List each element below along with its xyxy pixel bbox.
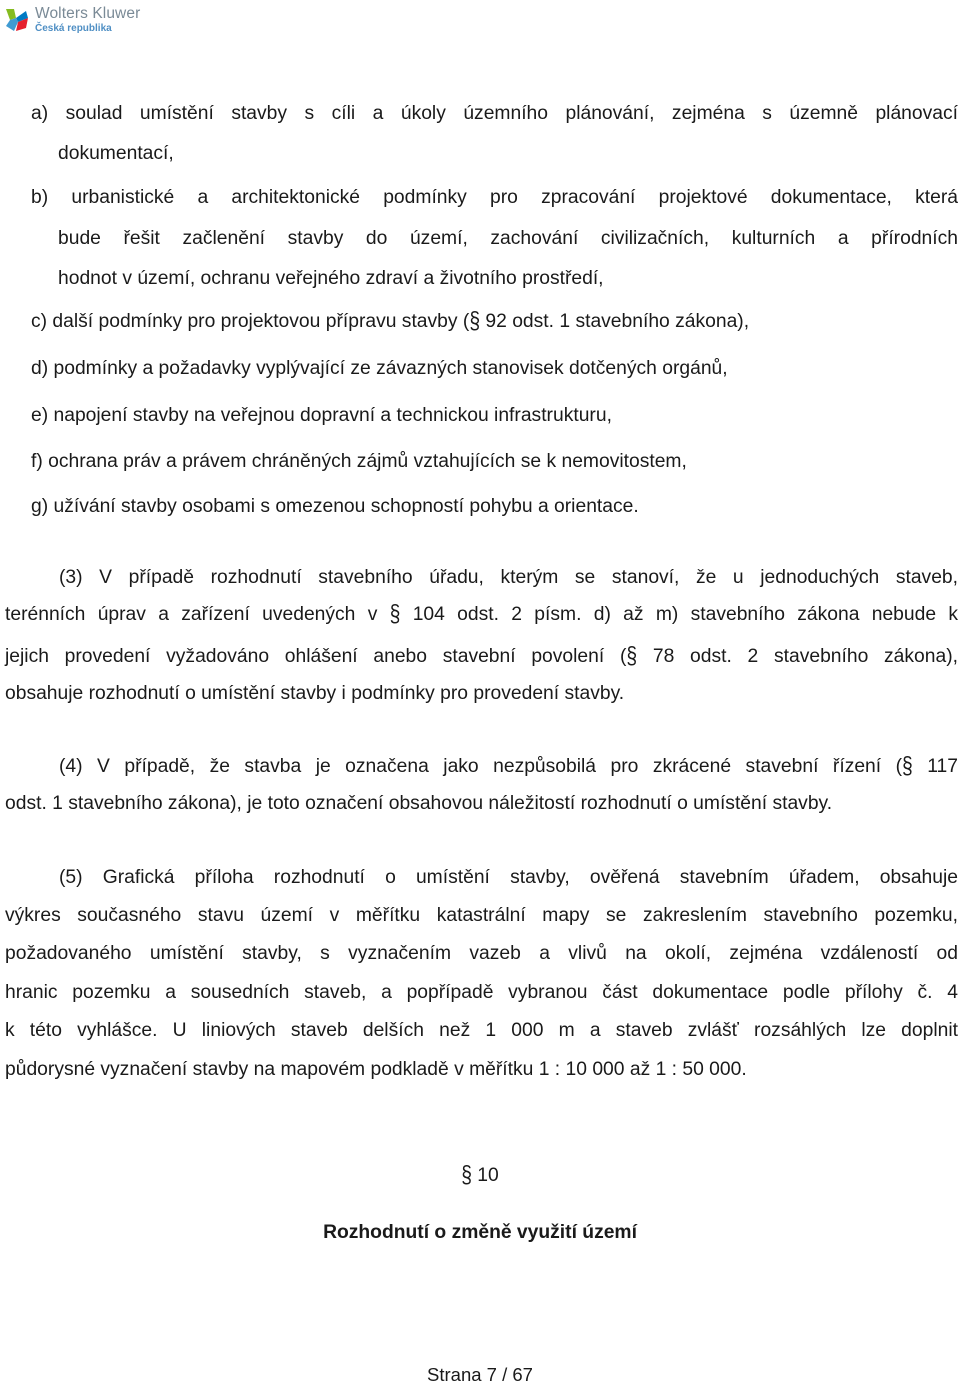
- list-item-b-line-2: bude řešit začlenění stavby do území, zachování civilizačních, kulturních a přírodních: [58, 228, 958, 249]
- paragraph-5-line-1: (5) Grafická příloha rozhodnutí o umístění stavby, ověřená stavebním úřadem, obsahuje: [59, 867, 958, 888]
- list-item-c-text-1: c) další podmínky pro projektovou přípravu stavby (: [31, 311, 470, 332]
- section-number: [0, 1163, 960, 1189]
- section-title: Rozhodnutí o změně využití území: [323, 1222, 637, 1243]
- list-item-c-text-2: 92 odst. 1 stavebního zákona),: [480, 311, 750, 332]
- list-item-f: f) ochrana práv a právem chráněných zájmů vztahujících se k nemovitostem,: [31, 451, 687, 472]
- list-item-c: [31, 309, 749, 335]
- list-item-a-line-1: a) soulad umístění stavby s cíli a úkoly územního plánování, zejména s územně plánovací: [31, 103, 958, 124]
- paragraph-5-line-4: hranic pozemku a sousedních staveb, a popřípadě vybranou část dokumentace podle přílohy č. 4: [5, 982, 958, 1003]
- list-item-b-line-1: b) urbanistické a architektonické podmínky pro zpracování projektové dokumentace, která: [31, 187, 958, 208]
- wolters-kluwer-logo-icon: [2, 6, 30, 34]
- paragraph-3-line-2: [5, 602, 958, 628]
- brand-name: Wolters Kluwer: [35, 5, 141, 23]
- list-item-g: g) užívání stavby osobami s omezenou schopností pohybu a orientace.: [31, 496, 639, 517]
- paragraph-3-line-4: obsahuje rozhodnutí o umístění stavby i podmínky pro provedení stavby.: [5, 683, 625, 704]
- paragraph-5-line-5: k této vyhlášce. U liniových staveb delších než 1 000 m a staveb zvlášť rozsáhlých lze doplnit: [5, 1020, 958, 1041]
- paragraph-5-line-2: výkres současného stavu území v měřítku katastrální mapy se zakreslením stavebního pozemku,: [5, 905, 958, 926]
- paragraph-4-line-1: [59, 754, 958, 780]
- paragraph-3-line-3: [5, 644, 958, 670]
- page-number: Strana 7 / 67: [427, 1364, 533, 1385]
- paragraph-4-text-1a: (4) V případě, že stavba je označena jako nezpůsobilá pro zkrácené stavební řízení (: [59, 756, 903, 777]
- paragraph-3-text-3b: 78 odst. 2 stavebního zákona),: [637, 646, 958, 667]
- list-item-a-line-2: dokumentací,: [58, 143, 174, 164]
- paragraph-3-text-3a: jejich provedení vyžadováno ohlášení anebo stavební povolení (: [5, 646, 627, 667]
- paragraph-3-text-2b: 104 odst. 2 písm. d) až m) stavebního zákona nebude k: [400, 604, 959, 625]
- section-symbol: §: [389, 601, 401, 628]
- list-item-e: e) napojení stavby na veřejnou dopravní a technickou infrastrukturu,: [31, 405, 612, 426]
- section-symbol: §: [469, 308, 481, 335]
- list-item-d: d) podmínky a požadavky vyplývající ze závazných stanovisek dotčených orgánů,: [31, 358, 728, 379]
- paragraph-4-line-2: odst. 1 stavebního zákona), je toto označení obsahovou náležitostí rozhodnutí o umístění stavby.: [5, 793, 833, 814]
- section-number-text: 10: [471, 1165, 499, 1186]
- paragraph-5-line-6: půdorysné vyznačení stavby na mapovém podkladě v měřítku 1 : 10 000 až 1 : 50 000.: [5, 1059, 747, 1080]
- paragraph-4-text-1b: 117: [912, 756, 958, 777]
- wolters-kluwer-logo: [2, 4, 140, 36]
- list-item-b-line-3: hodnot v území, ochranu veřejného zdraví a životního prostředí,: [58, 268, 604, 289]
- brand-subtitle: Česká republika: [35, 22, 112, 34]
- paragraph-5-line-3: požadovaného umístění stavby, s vyznačením vazeb a vlivů na okolí, zejména vzdáleností od: [5, 943, 958, 964]
- section-symbol: §: [626, 643, 638, 670]
- section-symbol: §: [461, 1162, 472, 1189]
- paragraph-3-text-2a: terénních úprav a zařízení uvedených v: [5, 604, 378, 625]
- section-symbol: §: [902, 753, 913, 780]
- paragraph-3-line-1: (3) V případě rozhodnutí stavebního úřadu, kterým se stanoví, že u jednoduchých staveb,: [59, 567, 958, 588]
